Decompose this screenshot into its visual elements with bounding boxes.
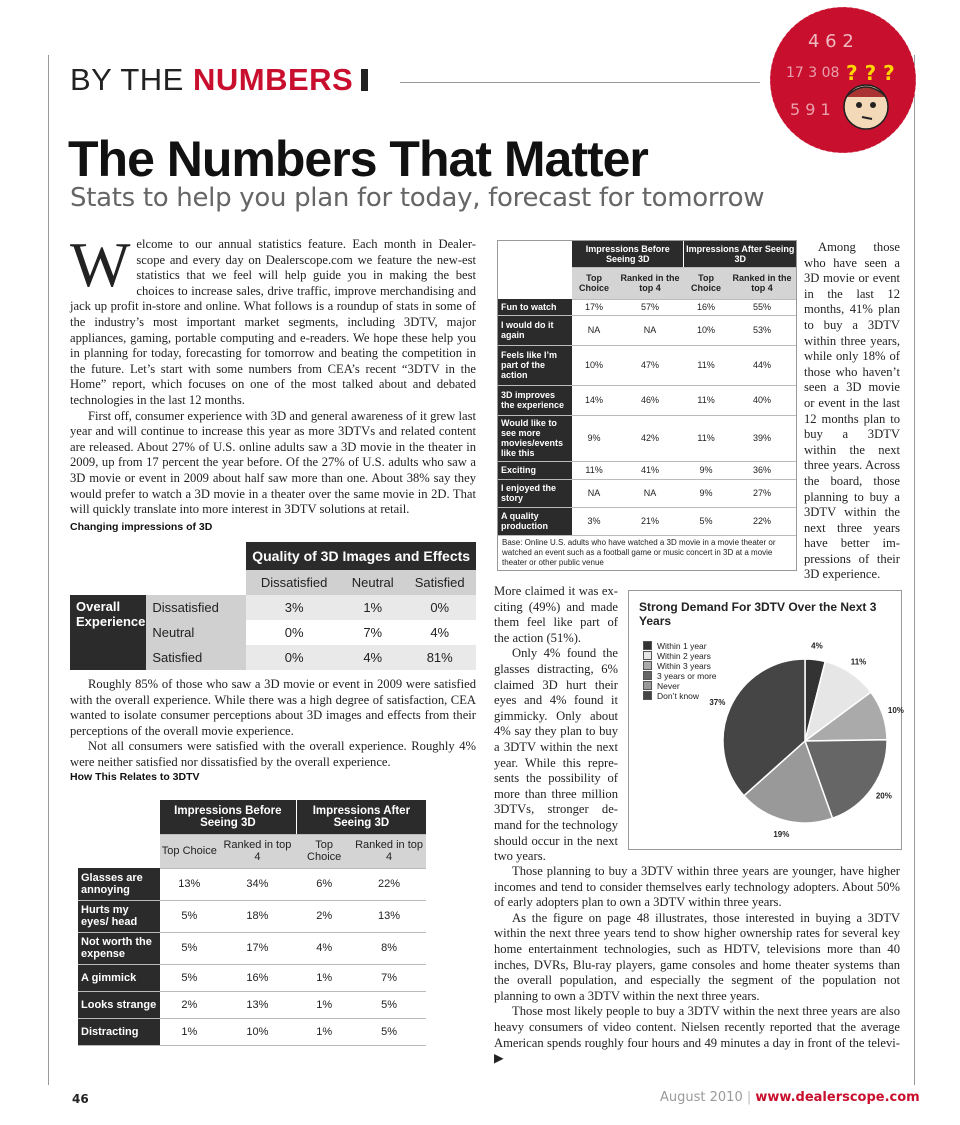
cell: 4% bbox=[296, 932, 352, 964]
cell: 1% bbox=[342, 595, 403, 620]
row-label: Hurts my eyes/ head bbox=[78, 900, 160, 932]
cell: 0% bbox=[403, 595, 476, 620]
cell: 16% bbox=[219, 964, 297, 991]
cell: 8% bbox=[352, 932, 426, 964]
row-label: A gimmick bbox=[78, 964, 160, 991]
sub-top-choice: Top Choice bbox=[684, 267, 728, 299]
overall-experience-label: Overall Experience bbox=[70, 595, 146, 670]
paragraph-5: Those planning to buy a 3DTV within three years are younger, have higher incomes and tend to consider themselves early technology adopters. About 50% of early adopters plan to own a 3DTV within three years. bbox=[494, 864, 900, 910]
cell: 1% bbox=[296, 1018, 352, 1045]
cell: 22% bbox=[352, 868, 426, 900]
cell: 13% bbox=[352, 900, 426, 932]
legend-label: Within 1 year bbox=[657, 641, 707, 651]
cell: 3% bbox=[572, 507, 616, 535]
paragraph-7 bbox=[494, 1004, 900, 1066]
row-label: I enjoyed the story bbox=[498, 479, 572, 507]
cell: 7% bbox=[342, 620, 403, 645]
row-label: A quality production bbox=[498, 507, 572, 535]
cell: 22% bbox=[728, 507, 796, 535]
sub-ranked: Ranked in top 4 bbox=[219, 834, 297, 868]
cell: 2% bbox=[296, 900, 352, 932]
caption-how-relates: How This Relates to 3DTV bbox=[70, 771, 200, 783]
left-rule bbox=[48, 55, 49, 1085]
cell: 57% bbox=[616, 299, 684, 315]
cell: 18% bbox=[219, 900, 297, 932]
cell: 10% bbox=[219, 1018, 297, 1045]
cell: 3% bbox=[246, 595, 342, 620]
pie-chart-box bbox=[628, 590, 902, 850]
quality-table-title: Quality of 3D Images and Effects bbox=[246, 542, 476, 570]
header-rule bbox=[400, 82, 760, 83]
paragraph-2: First off, consumer experience with 3D and general awareness of it grew last year and will continue to increase this year as more 3DTVs and related content are released. About 27% of U.S. online adults saw a 3D movie in the theater in 2009, up from 17 percent the year before. Of the 27% of U.S. adults who saw a 3D movie or event in 2009 about half saw more than one. About 38% say they would prefer to watch a 3D movie in a theater over the same movie in 2D. That will quickly translate into more interest in 3DTV solutions at retail. bbox=[70, 408, 476, 517]
cell: NA bbox=[616, 315, 684, 345]
cell: 27% bbox=[728, 479, 796, 507]
cell: 46% bbox=[616, 385, 684, 415]
row-label: Distracting bbox=[78, 1018, 160, 1045]
cell: NA bbox=[616, 479, 684, 507]
dropcap: W bbox=[70, 229, 131, 300]
row-label: Fun to watch bbox=[498, 299, 572, 315]
svg-text:? ? ?: ? ? ? bbox=[846, 61, 895, 85]
cell: 13% bbox=[160, 868, 219, 900]
cell: 1% bbox=[296, 991, 352, 1018]
cell: 14% bbox=[572, 385, 616, 415]
sub-ranked: Ranked in top 4 bbox=[352, 834, 426, 868]
footer-date-text: August 2010 bbox=[660, 1090, 743, 1105]
cell: 5% bbox=[352, 1018, 426, 1045]
legend-label: Don’t know bbox=[657, 691, 700, 701]
row-label: Not worth the expense bbox=[78, 932, 160, 964]
row-label: Looks strange bbox=[78, 991, 160, 1018]
cell: 10% bbox=[572, 345, 616, 385]
cell: 36% bbox=[728, 461, 796, 479]
page-subtitle: Stats to help you plan for today, forecast for tomorrow bbox=[70, 183, 765, 213]
svg-text:4 6 2: 4 6 2 bbox=[808, 31, 854, 52]
cell: NA bbox=[572, 479, 616, 507]
cell: 47% bbox=[616, 345, 684, 385]
paragraph-6: As the figure on page 48 illustrates, those interested in buying a 3DTV within the next three years tend to show higher ownership rates for several key home entertainment technologies, such as HDTV, televisions more than 40 inches, DVRs, Blu-ray players, game consoles and home theater systems than the overall population, and especially the segment of the population not planning to own a 3DTV within the next three years. bbox=[494, 910, 900, 1003]
sub-top-choice: Top Choice bbox=[160, 834, 219, 868]
cell: 11% bbox=[684, 385, 728, 415]
page-number: 46 bbox=[72, 1092, 89, 1106]
pie-slice-label: 19% bbox=[773, 830, 790, 840]
right-column-text: Among those who have seen a 3D movie or event in the last 12 months, 41% plan to buy a 3DTV within three years, while only 18% of those who haven’t seen a 3D movie or event in the last 12 months plan to buy a 3DTV within the next three years. Across the board, those planning to buy a 3DTV within the next three years have better im-pressions of their 3D experience. bbox=[804, 240, 900, 582]
cell: 44% bbox=[728, 345, 796, 385]
sub-top-choice: Top Choice bbox=[572, 267, 616, 299]
row-label: 3D improves the experience bbox=[498, 385, 572, 415]
cell: 1% bbox=[160, 1018, 219, 1045]
cell: 41% bbox=[616, 461, 684, 479]
cell: 10% bbox=[684, 315, 728, 345]
legend-label: Within 3 years bbox=[657, 661, 711, 671]
cell: 9% bbox=[572, 415, 616, 461]
impressions-table-top bbox=[498, 241, 796, 536]
legend-label: Never bbox=[657, 681, 680, 691]
cell: 7% bbox=[352, 964, 426, 991]
cell: 5% bbox=[160, 932, 219, 964]
cell: 0% bbox=[246, 645, 342, 670]
row-label: Neutral bbox=[146, 620, 246, 645]
cell: 17% bbox=[572, 299, 616, 315]
col-satisfied: Satisfied bbox=[403, 570, 476, 595]
impressions-table-top-box bbox=[497, 240, 797, 571]
cell: 11% bbox=[684, 345, 728, 385]
table-base-note: Base: Online U.S. adults who have watched a 3D movie in a movie theater or watched an event such as a football game or music concert in 3D at a movie theater or other public venue bbox=[502, 537, 776, 567]
cell: 11% bbox=[572, 461, 616, 479]
cell: 5% bbox=[352, 991, 426, 1018]
row-label: Exciting bbox=[498, 461, 572, 479]
cell: 53% bbox=[728, 315, 796, 345]
cell: 6% bbox=[296, 868, 352, 900]
quality-table bbox=[70, 542, 476, 670]
sub-top-choice: Top Choice bbox=[296, 834, 352, 868]
footer-date: August 2010 | www.dealerscope.com bbox=[660, 1090, 920, 1105]
row-label: I would do it again bbox=[498, 315, 572, 345]
sub-ranked: Ranked in the top 4 bbox=[728, 267, 796, 299]
col-dissatisfied: Dissatisfied bbox=[246, 570, 342, 595]
kicker-highlight: NUMBERS bbox=[192, 62, 354, 97]
pie-slice-label: 10% bbox=[887, 706, 904, 716]
pie-chart bbox=[629, 591, 904, 849]
satisfaction-text bbox=[70, 677, 476, 771]
section-kicker: BY THE NUMBERS bbox=[70, 62, 368, 98]
cell: NA bbox=[572, 315, 616, 345]
svg-text:17 3 08: 17 3 08 bbox=[786, 65, 840, 81]
row-label: Would like to see more movies/events like this bbox=[498, 415, 572, 461]
group-before: Impressions Before Seeing 3D bbox=[160, 800, 296, 834]
cell: 13% bbox=[219, 991, 297, 1018]
paragraph-7-text: Those most likely people to buy a 3DTV within the next three years are also heavy consumers of video content. Nielsen recently reported that the average American spends roughly four hours and 49 minutes a day in front of the televi- bbox=[494, 1004, 900, 1050]
row-label: Satisfied bbox=[146, 645, 246, 670]
paragraph-1: elcome to our annual statistics feature. Each month in Dealer-scope and every day on Dealerscope.com we feature the new-est statistics that we feel will help guide you in making the best choices to increase sales, drive traffic, improve merchandising and jack up profit in-store and online. What follows is a roundup of stats in some of the industry’s most important market segments, including 3DTV, major appliances, gaming, portable computing and e-readers. We hope these help you in planning for today, forecasting for tomorrow and beating the competition in the future. Let’s start with some numbers from CEA’s recent “3DTV in the Home” report, which focuses on one of the most talked about and debated technologies in the last 12 months. bbox=[70, 237, 476, 407]
sub-ranked: Ranked in the top 4 bbox=[616, 267, 684, 299]
right-rule bbox=[914, 55, 915, 1085]
continue-arrow-icon: ▶ bbox=[494, 1051, 504, 1066]
middle-paragraph-2: Only 4% found the glasses distracting, 6% claimed 3D hurt their eyes and 4% found it gimmicky. Only about 4% say they plan to buy a 3DTV within the next year. While this repre-sents the possibility of more than three million 3DTVs, stronger de-mand for the technology should occur in the next two years. bbox=[494, 646, 618, 864]
paragraph-4: Not all consumers were satisfied with the overall experience. Roughly 4% were neither satisfied nor dissatisfied by the overall experience. bbox=[70, 739, 476, 769]
legend-label: Within 2 years bbox=[657, 651, 711, 661]
cell: 5% bbox=[160, 964, 219, 991]
cell: 39% bbox=[728, 415, 796, 461]
cell: 5% bbox=[684, 507, 728, 535]
caption-changing-impressions: Changing impressions of 3D bbox=[70, 521, 213, 533]
row-label: Feels like I’m part of the action bbox=[498, 345, 572, 385]
cell: 4% bbox=[403, 620, 476, 645]
bottom-right-text bbox=[494, 864, 900, 1067]
cell: 9% bbox=[684, 479, 728, 507]
impressions-table-bottom bbox=[78, 800, 426, 1046]
kicker-bar bbox=[361, 69, 368, 91]
cell: 40% bbox=[728, 385, 796, 415]
cell: 34% bbox=[219, 868, 297, 900]
cell: 1% bbox=[296, 964, 352, 991]
cell: 42% bbox=[616, 415, 684, 461]
cell: 0% bbox=[246, 620, 342, 645]
group-after: Impressions After Seeing 3D bbox=[296, 800, 426, 834]
cell: 21% bbox=[616, 507, 684, 535]
footer-site: www.dealerscope.com bbox=[755, 1090, 920, 1105]
cell: 16% bbox=[684, 299, 728, 315]
cell: 5% bbox=[160, 900, 219, 932]
svg-text:5 9 1: 5 9 1 bbox=[790, 100, 831, 119]
group-after: Impressions After Seeing 3D bbox=[684, 241, 796, 267]
page-title: The Numbers That Matter bbox=[68, 131, 648, 187]
pie-slice-label: 37% bbox=[709, 697, 726, 707]
row-label: Dissatisfied bbox=[146, 595, 246, 620]
col-neutral: Neutral bbox=[342, 570, 403, 595]
cell: 9% bbox=[684, 461, 728, 479]
cell: 4% bbox=[342, 645, 403, 670]
cell: 17% bbox=[219, 932, 297, 964]
cell: 11% bbox=[684, 415, 728, 461]
row-label: Glasses are annoying bbox=[78, 868, 160, 900]
cell: 81% bbox=[403, 645, 476, 670]
intro-text bbox=[70, 229, 476, 518]
cell: 55% bbox=[728, 299, 796, 315]
chart-title: Strong Demand For 3DTV Over the Next 3 Years bbox=[639, 600, 877, 628]
paragraph-3: Roughly 85% of those who saw a 3D movie or event in 2009 were satisfied with the overall experience. While there was a high degree of satisfaction, CEA wanted to isolate consumer perceptions about 3D images and effects from their perceptions of the overall movie experience. bbox=[70, 677, 476, 738]
middle-column-text bbox=[494, 584, 618, 865]
middle-paragraph-1: More claimed it was ex-citing (49%) and made them feel like part of the action (51%). bbox=[494, 584, 618, 645]
pie-slice-label: 4% bbox=[811, 641, 823, 651]
legend-label: 3 years or more bbox=[657, 671, 717, 681]
pie-slice-label: 20% bbox=[875, 791, 892, 801]
group-before: Impressions Before Seeing 3D bbox=[572, 241, 684, 267]
cell: 2% bbox=[160, 991, 219, 1018]
numbers-illustration bbox=[768, 5, 918, 155]
pie-slice-label: 11% bbox=[850, 657, 867, 667]
